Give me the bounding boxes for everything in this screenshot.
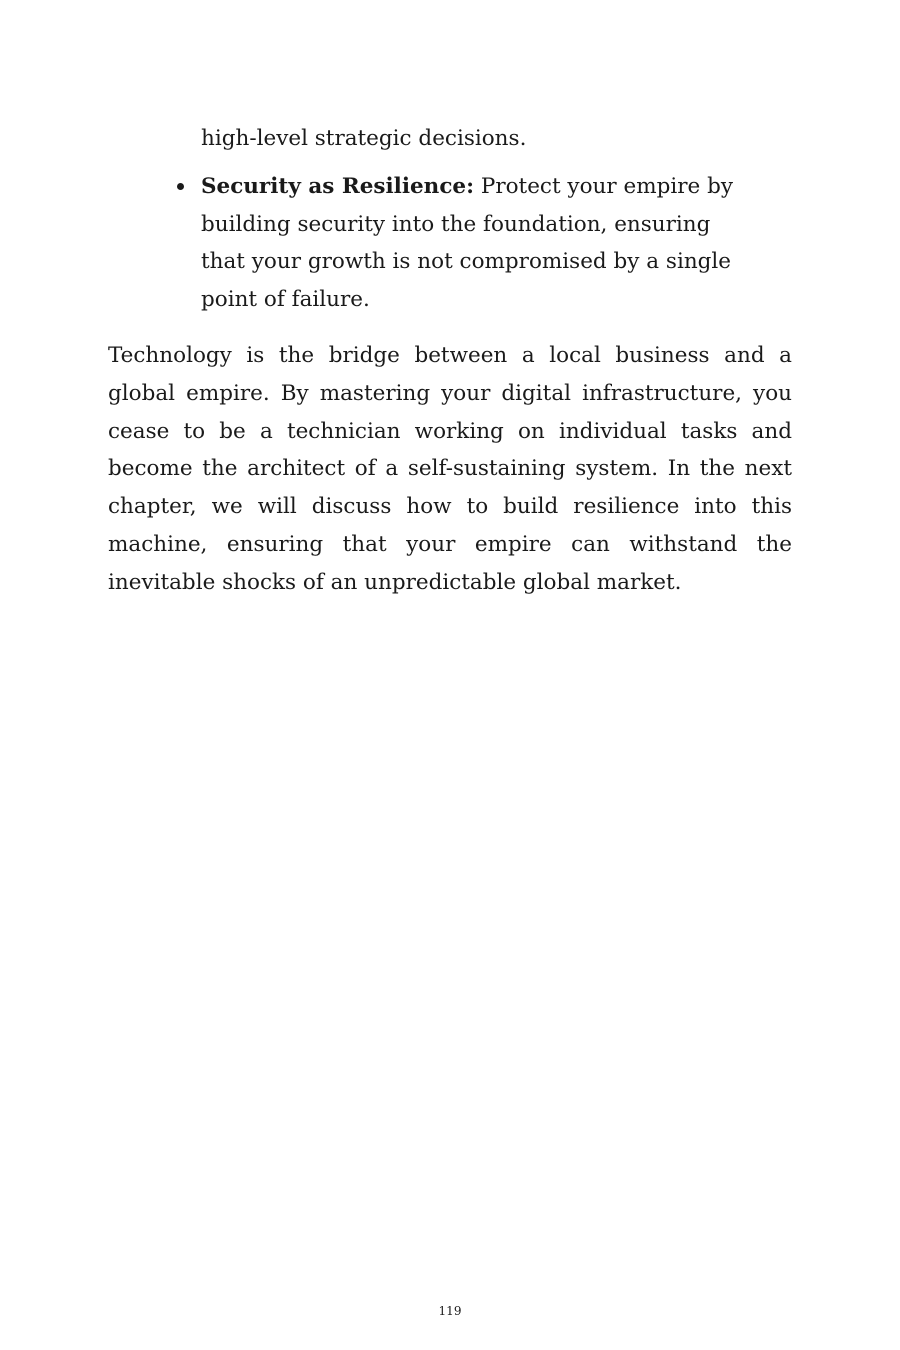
bullet-text: Protect your empire by building security into the foundation, ensuring that your growth is not compromised by a single point of failure. <box>201 174 733 312</box>
bullet-list <box>201 168 761 318</box>
continued-bullet-text: high-level strategic decisions. <box>201 126 527 151</box>
bullet-term: Security as Resilience: <box>201 174 475 199</box>
list-item <box>201 168 761 318</box>
body-paragraph: Technology is the bridge between a local business and a global empire. By mastering your digital infrastructure, you cease to be a technician working on individual tasks and become the architect of a self-sustaining system. In the next chapter, we will discuss how to build resilience into this machine, ensuring that your empire can withstand the inevitable shocks of an unpredictable global market. <box>108 343 792 595</box>
page-number: 119 <box>438 1304 462 1318</box>
bullet-dot-icon <box>177 183 184 190</box>
